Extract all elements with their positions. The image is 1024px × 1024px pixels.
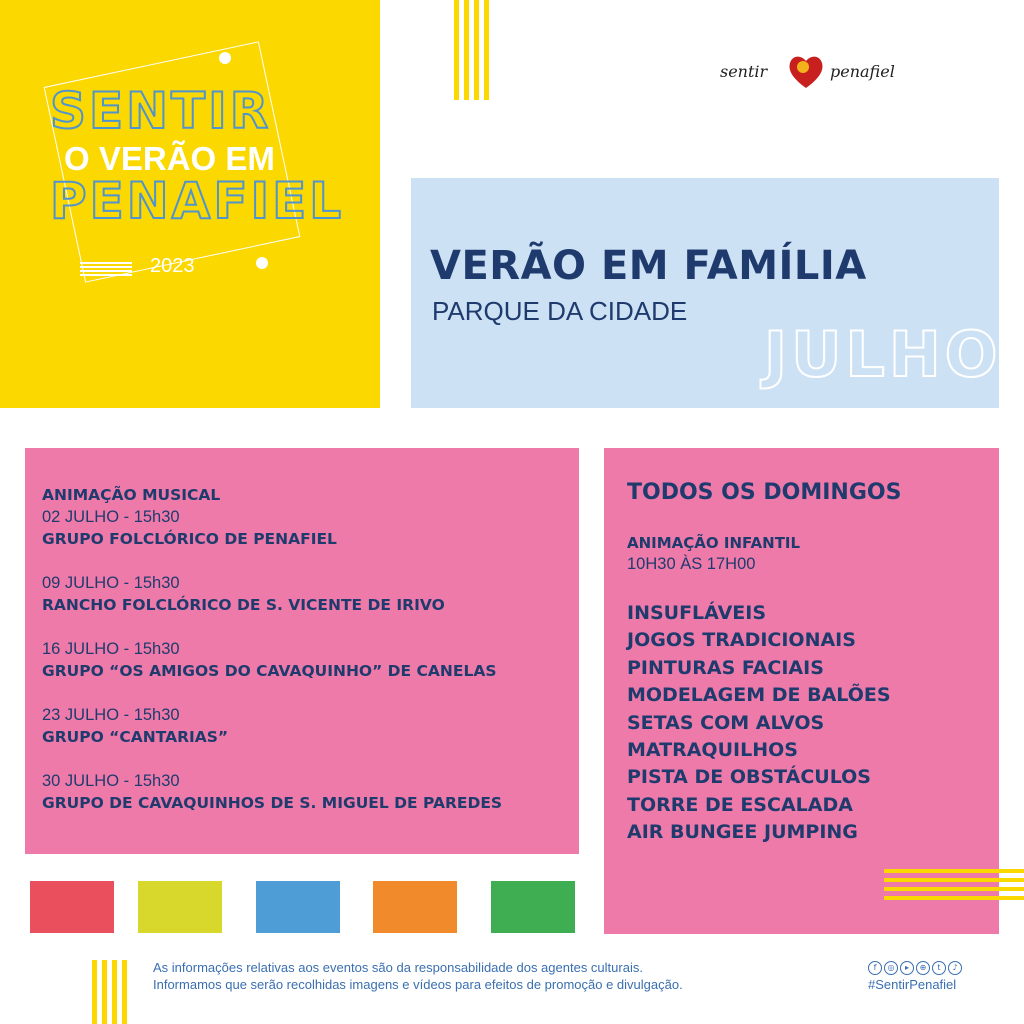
event-item <box>42 572 572 616</box>
kids-title: ANIMAÇÃO INFANTIL <box>627 534 801 552</box>
sundays-title: TODOS OS DOMINGOS <box>627 480 902 505</box>
activity-item: PISTA DE OBSTÁCULOS <box>627 766 871 789</box>
color-swatch <box>138 881 222 933</box>
event-date: 23 JULHO - 15h30 <box>42 706 180 724</box>
social-icons <box>868 961 962 975</box>
decorative-dot <box>256 257 268 269</box>
event-date: 16 JULHO - 15h30 <box>42 640 180 658</box>
decorative-stripes-right <box>884 869 1024 905</box>
sentir-penafiel-logo <box>720 52 930 96</box>
color-swatch <box>373 881 457 933</box>
disclaimer <box>153 959 683 993</box>
tiktok-icon[interactable]: ♪ <box>948 961 962 975</box>
event-date: 30 JULHO - 15h30 <box>42 772 180 790</box>
event-month: JULHO <box>764 318 1002 391</box>
decorative-stripes-top <box>454 0 489 100</box>
instagram-icon[interactable]: ◎ <box>884 961 898 975</box>
event-item <box>42 770 572 814</box>
event-name: GRUPO DE CAVAQUINHOS DE S. MIGUEL DE PAREDES <box>42 794 503 812</box>
decorative-dot <box>219 52 231 64</box>
title-block <box>0 0 380 408</box>
title-line-1: SENTIR <box>50 82 272 140</box>
title-line-3: PENAFIEL <box>50 172 345 230</box>
color-swatch <box>30 881 114 933</box>
disclaimer-line-1: As informações relativas aos eventos são da responsabilidade dos agentes culturais. <box>153 960 643 975</box>
event-name: GRUPO “OS AMIGOS DO CAVAQUINHO” DE CANELAS <box>42 662 497 680</box>
activities-list <box>627 600 891 847</box>
activity-item: MATRAQUILHOS <box>627 739 798 762</box>
activity-item: TORRE DE ESCALADA <box>627 793 853 816</box>
event-place: PARQUE DA CIDADE <box>432 296 688 326</box>
youtube-icon[interactable]: ▸ <box>900 961 914 975</box>
event-date: 09 JULHO - 15h30 <box>42 574 180 592</box>
activity-item: AIR BUNGEE JUMPING <box>627 821 858 844</box>
activity-item: INSUFLÁVEIS <box>627 602 767 624</box>
event-name: GRUPO “CANTARIAS” <box>42 728 229 746</box>
event-item <box>42 704 572 748</box>
logo-word-right: penafiel <box>830 62 895 81</box>
musical-title: ANIMAÇÃO MUSICAL <box>42 486 221 504</box>
event-date: 02 JULHO - 15h30 <box>42 508 180 526</box>
twitter-icon[interactable]: t <box>932 961 946 975</box>
activity-item: MODELAGEM DE BALÕES <box>627 684 891 707</box>
disclaimer-line-2: Informamos que serão recolhidas imagens e vídeos para efeitos de promoção e divulgação. <box>153 977 683 992</box>
hashtag: #SentirPenafiel <box>868 977 957 992</box>
event-item <box>42 638 572 682</box>
kids-hours: 10H30 ÀS 17H00 <box>627 555 756 573</box>
event-item <box>42 506 572 550</box>
logo-word-left: sentir <box>720 62 768 81</box>
color-swatch <box>256 881 340 933</box>
event-name: RANCHO FOLCLÓRICO DE S. VICENTE DE IRIVO <box>42 596 445 614</box>
decorative-stripes-bottom <box>92 960 127 1024</box>
activity-item: JOGOS TRADICIONAIS <box>627 629 856 652</box>
facebook-icon[interactable]: f <box>868 961 882 975</box>
activity-item: SETAS COM ALVOS <box>627 711 825 734</box>
musical-schedule <box>42 484 572 814</box>
decorative-stripes <box>80 262 132 276</box>
web-icon[interactable]: ⊕ <box>916 961 930 975</box>
activity-item: PINTURAS FACIAIS <box>627 656 824 679</box>
color-swatch <box>491 881 575 933</box>
event-title: VERÃO EM FAMÍLIA <box>430 243 867 289</box>
event-name: GRUPO FOLCLÓRICO DE PENAFIEL <box>42 530 337 548</box>
heart-icon <box>786 52 826 92</box>
year-label: 2023 <box>150 255 195 277</box>
title-line-2: O VERÃO EM <box>64 140 275 177</box>
